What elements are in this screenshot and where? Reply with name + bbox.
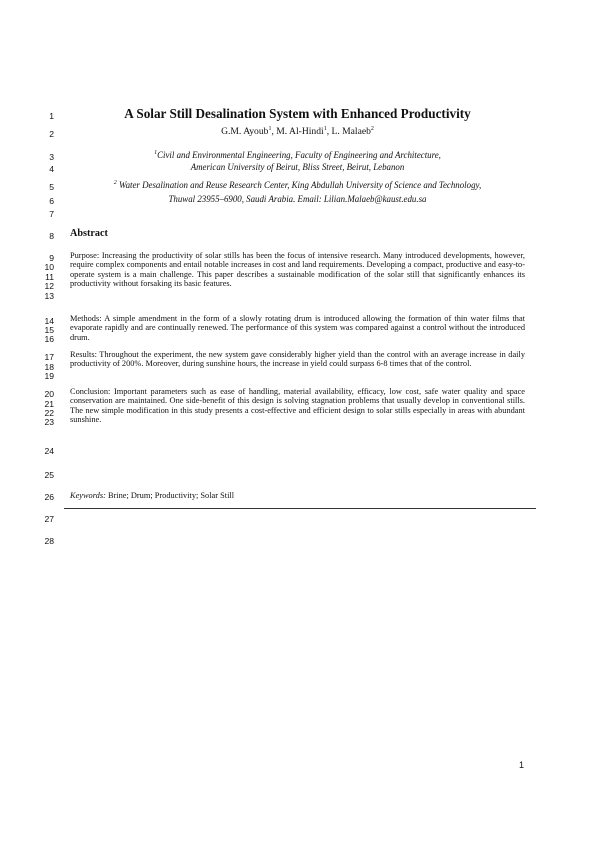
affiliation-text: Water Desalination and Reuse Research Center, King Abdullah University of Science and Technology, [119, 180, 482, 190]
affiliation-text: Civil and Environmental Engineering, Faculty of Engineering and Architecture, [157, 150, 441, 160]
line-number: 10 [44, 262, 54, 272]
keywords-list: Brine; Drum; Productivity; Solar Still [107, 491, 235, 500]
affiliation-2-line1 [0, 180, 595, 190]
affiliation-1-line1 [0, 150, 595, 160]
line-number: 17 [44, 352, 54, 362]
line-number: 6 [49, 196, 54, 206]
author-name: M. Al-Hindi [276, 126, 324, 137]
line-number: 20 [44, 389, 54, 399]
author-name: L. Malaeb [331, 126, 371, 137]
abstract-purpose: Purpose: Increasing the productivity of solar stills has been the focus of intensive research. Many introduced developments, however, require complex components and entail notable increases in cost and land requirements. Developing a compact, productive and easy-to-operate system is a main challenge. This paper describes a sustainable modification of the solar still that significantly enhances its productivity without forsaking its basic features. [70, 251, 525, 289]
line-number: 12 [44, 281, 54, 291]
line-number: 27 [44, 514, 54, 524]
line-number: 15 [44, 325, 54, 335]
author-affiliation-mark: 2 [370, 125, 374, 132]
affiliation-1-line2: American University of Beirut, Bliss Street, Beirut, Lebanon [190, 162, 405, 172]
paper-title: A Solar Still Desalination System with Enhanced Productivity [124, 106, 471, 121]
line-number: 7 [49, 209, 54, 219]
line-number: 24 [44, 446, 54, 456]
author-affiliation-mark: 1 [268, 125, 272, 132]
line-number: 9 [49, 253, 54, 263]
affiliation-2-line2: Thuwal 23955–6900, Saudi Arabia. Email: Lilian.Malaeb@kaust.edu.sa [168, 194, 427, 204]
line-number: 22 [44, 408, 54, 418]
line-number: 21 [44, 399, 54, 409]
author-name: G.M. Ayoub [221, 126, 269, 137]
line-number: 18 [44, 362, 54, 372]
line-number: 14 [44, 316, 54, 326]
line-number: 11 [45, 272, 54, 282]
author-list: G.M. Ayoub$^1$, M. Al-Hindi$^1$, L. Malaeb$^2$ [221, 125, 374, 137]
line-number: 8 [49, 231, 54, 241]
abstract-heading: Abstract [70, 228, 108, 239]
abstract-methods: Methods: A simple amendment in the form of a slowly rotating drum is introduced allowing the formation of thin water films that evaporate rapidly and are continually renewed. The performance of this system was compared against a control without the introduced drum. [70, 314, 525, 342]
page-number: 1 [518, 760, 524, 770]
affiliation-mark: 2 [113, 180, 117, 187]
keywords-line [70, 491, 234, 500]
line-number: 5 [49, 182, 54, 192]
author-affiliation-mark: 1 [323, 125, 327, 132]
line-number: 26 [44, 492, 54, 502]
line-number: 19 [44, 371, 54, 381]
line-number: 1 [49, 111, 54, 121]
affiliation-mark: 1 [154, 150, 158, 157]
abstract-conclusion: Conclusion: Important parameters such as ease of handling, material availability, efficacy, low cost, safe water quality and space conservation are maintained. One side-benefit of this design is solving stagnation problems that usually develop in conventional stills. The new simple modification in this study presents a cost-effective and efficient design to solar stills especially in areas with abundant sunshine. [70, 387, 525, 425]
line-number: 13 [44, 291, 54, 301]
line-number: 16 [44, 334, 54, 344]
line-number: 23 [44, 417, 54, 427]
line-number: 28 [44, 536, 54, 546]
line-number: 3 [49, 152, 54, 162]
keywords-label: Keywords: [70, 491, 106, 500]
section-divider [64, 508, 536, 509]
line-number: 4 [49, 164, 54, 174]
line-number: 25 [44, 470, 54, 480]
abstract-results: Results: Throughout the experiment, the new system gave considerably higher yield than the control with an average increase in daily productivity of 200%. Moreover, during sunshine hours, the increase in yield could surpass 6-8 times that of the control. [70, 350, 525, 369]
line-number: 2 [49, 129, 54, 139]
